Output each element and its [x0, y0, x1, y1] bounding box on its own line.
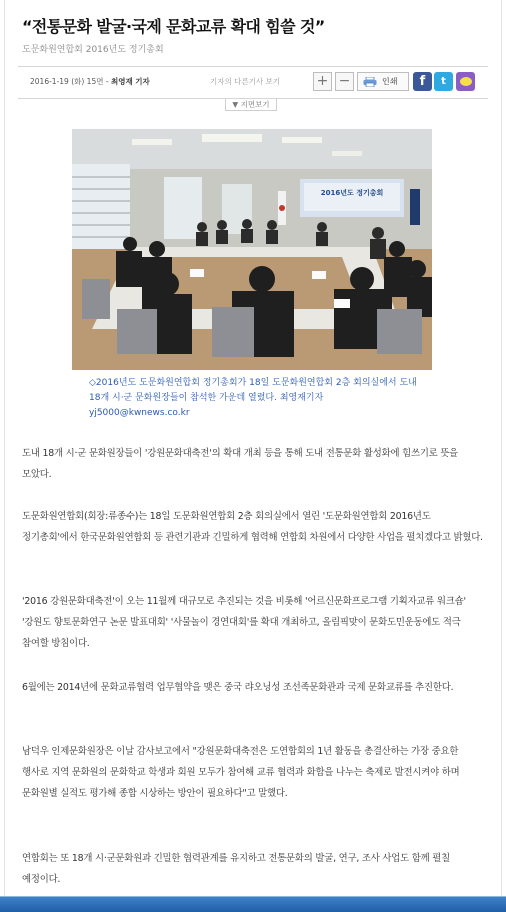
- article-title: “전통문화 발굴·국제 문화교류 확대 힘쓸 것”: [22, 17, 325, 36]
- byline-author[interactable]: 최영재 기자: [110, 77, 150, 86]
- taskbar: [0, 896, 506, 912]
- byline-date: 2016-1-19 (화) 15면: [30, 77, 104, 86]
- byline: [30, 76, 150, 87]
- article-subtitle: 도문화원연합회 2016년도 정기총회: [22, 45, 164, 55]
- article-paragraph: 남덕우 인제문화원장은 이날 감사보고에서 "강원문화대축전은 도연합회의 1년 활동을 총결산하는 가장 중요한 행사로 지역 문화원의 문화학교 학생과 회원 모두가 참여해 교류 협력과 화합을 나누는 축제로 발전시켜야 하며 문화원별 실적도 평가해 종합 시상하는 방안이 필요하다"고 말했다.: [22, 746, 460, 799]
- article-paragraph: 6월에는 2014년에 문화교류협력 업무협약을 맺은 중국 랴오닝성 조선족문화관과 국제 문화교류를 추진한다.: [22, 682, 454, 693]
- photo-caption: ◇2016년도 도문화원연합회 정기총회가 18일 도문화원연합회 2층 회의실에서 도내 18개 시·군 문화원장들이 참석한 가운데 열렸다. 최영재기자 yj5000@kwnews.co.kr: [89, 378, 417, 418]
- print-label: 인쇄: [382, 77, 398, 86]
- article-paragraph: 도내 18개 시·군 문화원장들이 '강원문화대축전'의 확대 개최 등을 통해 도내 전통문화 활성화에 힘쓰기로 뜻을 모았다.: [22, 448, 459, 480]
- article-paragraph: 도문화원연합회(회장:류종수)는 18일 도문화원연합회 2층 회의실에서 열린 '도문화원연합회 2016년도 정기총회'에서 한국문화원연합회 등 관련기관과 긴밀하게 협력해 연합회 차원에서 다양한 사업을 펼치겠다고 밝혔다.: [22, 511, 483, 543]
- article-paragraph: 연합회는 또 18개 시·군문화원과 긴밀한 협력관계를 유지하고 전통문화의 발굴, 연구, 조사 사업도 함께 펼칠 예정이다.: [22, 853, 450, 885]
- twitter-share-icon[interactable]: t: [434, 72, 453, 91]
- article-paragraph: '2016 강원문화대축전'이 오는 11월께 대규모로 추진되는 것을 비롯해 '어르신문화프로그램 기획자교류 워크숍' '강원도 향토문화연구 논문 발표대회' '사물놀이 경연대회'를 확대 개최하고, 올림픽맞이 문화도민운동에도 적극 참여할 방침이다.: [22, 596, 466, 649]
- kakaostory-share-icon[interactable]: [456, 72, 475, 91]
- photo-banner-text: 2016년도 정기총회: [320, 189, 384, 197]
- byline-separator: -: [105, 77, 111, 86]
- printer-icon: [363, 77, 377, 87]
- other-articles-link[interactable]: 기자의 다른기사 보기: [210, 77, 280, 86]
- kakaostory-bubble: [460, 77, 472, 86]
- meeting-photo: [72, 129, 432, 370]
- zoom-out-button[interactable]: −: [335, 72, 354, 91]
- facebook-share-icon[interactable]: f: [413, 72, 432, 91]
- divider: [18, 66, 488, 67]
- print-button[interactable]: [357, 72, 409, 91]
- zoom-in-button[interactable]: +: [313, 72, 332, 91]
- print-view-toggle[interactable]: ▼ 지면보기: [225, 99, 277, 111]
